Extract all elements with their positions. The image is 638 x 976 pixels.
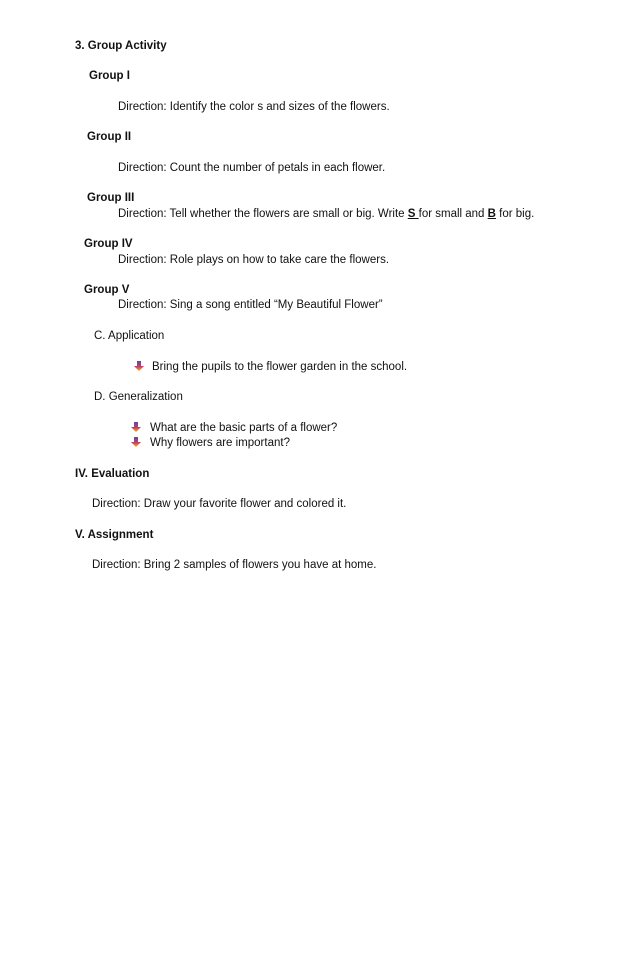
group-2-title: Group II (87, 131, 132, 143)
group-activity-heading: 3. Group Activity (75, 40, 167, 52)
group-5-direction: Direction: Sing a song entitled “My Beautiful Flower” (118, 299, 383, 311)
down-arrow-bullet-icon (130, 436, 142, 448)
group-4-direction: Direction: Role plays on how to take care the flowers. (118, 254, 390, 266)
small-mark: S (407, 208, 419, 220)
application-label: C. Application (94, 330, 165, 342)
big-mark: B (487, 208, 496, 220)
group-3-direction (118, 207, 534, 221)
group-3-direction-suffix: for big. (495, 208, 535, 220)
generalization-item-2: Why flowers are important? (150, 437, 290, 449)
group-3-direction-prefix: Direction: Tell whether the flowers are small or big. Write (118, 208, 408, 220)
evaluation-direction: Direction: Draw your favorite flower and colored it. (92, 498, 347, 510)
group-1-direction: Direction: Identify the color s and sizes of the flowers. (118, 101, 390, 113)
evaluation-heading: IV. Evaluation (75, 468, 150, 480)
application-item: Bring the pupils to the flower garden in the school. (152, 361, 408, 373)
group-1-title: Group I (89, 70, 130, 82)
group-5-title: Group V (84, 284, 130, 296)
assignment-heading: V. Assignment (75, 529, 154, 541)
generalization-label: D. Generalization (94, 391, 183, 403)
group-4-title: Group IV (84, 238, 133, 250)
group-3-direction-mid: for small and (418, 208, 488, 220)
down-arrow-bullet-icon (130, 421, 142, 433)
group-3-title: Group III (87, 192, 135, 204)
down-arrow-bullet-icon (133, 360, 145, 372)
generalization-item-1: What are the basic parts of a flower? (150, 422, 338, 434)
group-2-direction: Direction: Count the number of petals in each flower. (118, 162, 386, 174)
assignment-direction: Direction: Bring 2 samples of flowers you have at home. (92, 559, 377, 571)
